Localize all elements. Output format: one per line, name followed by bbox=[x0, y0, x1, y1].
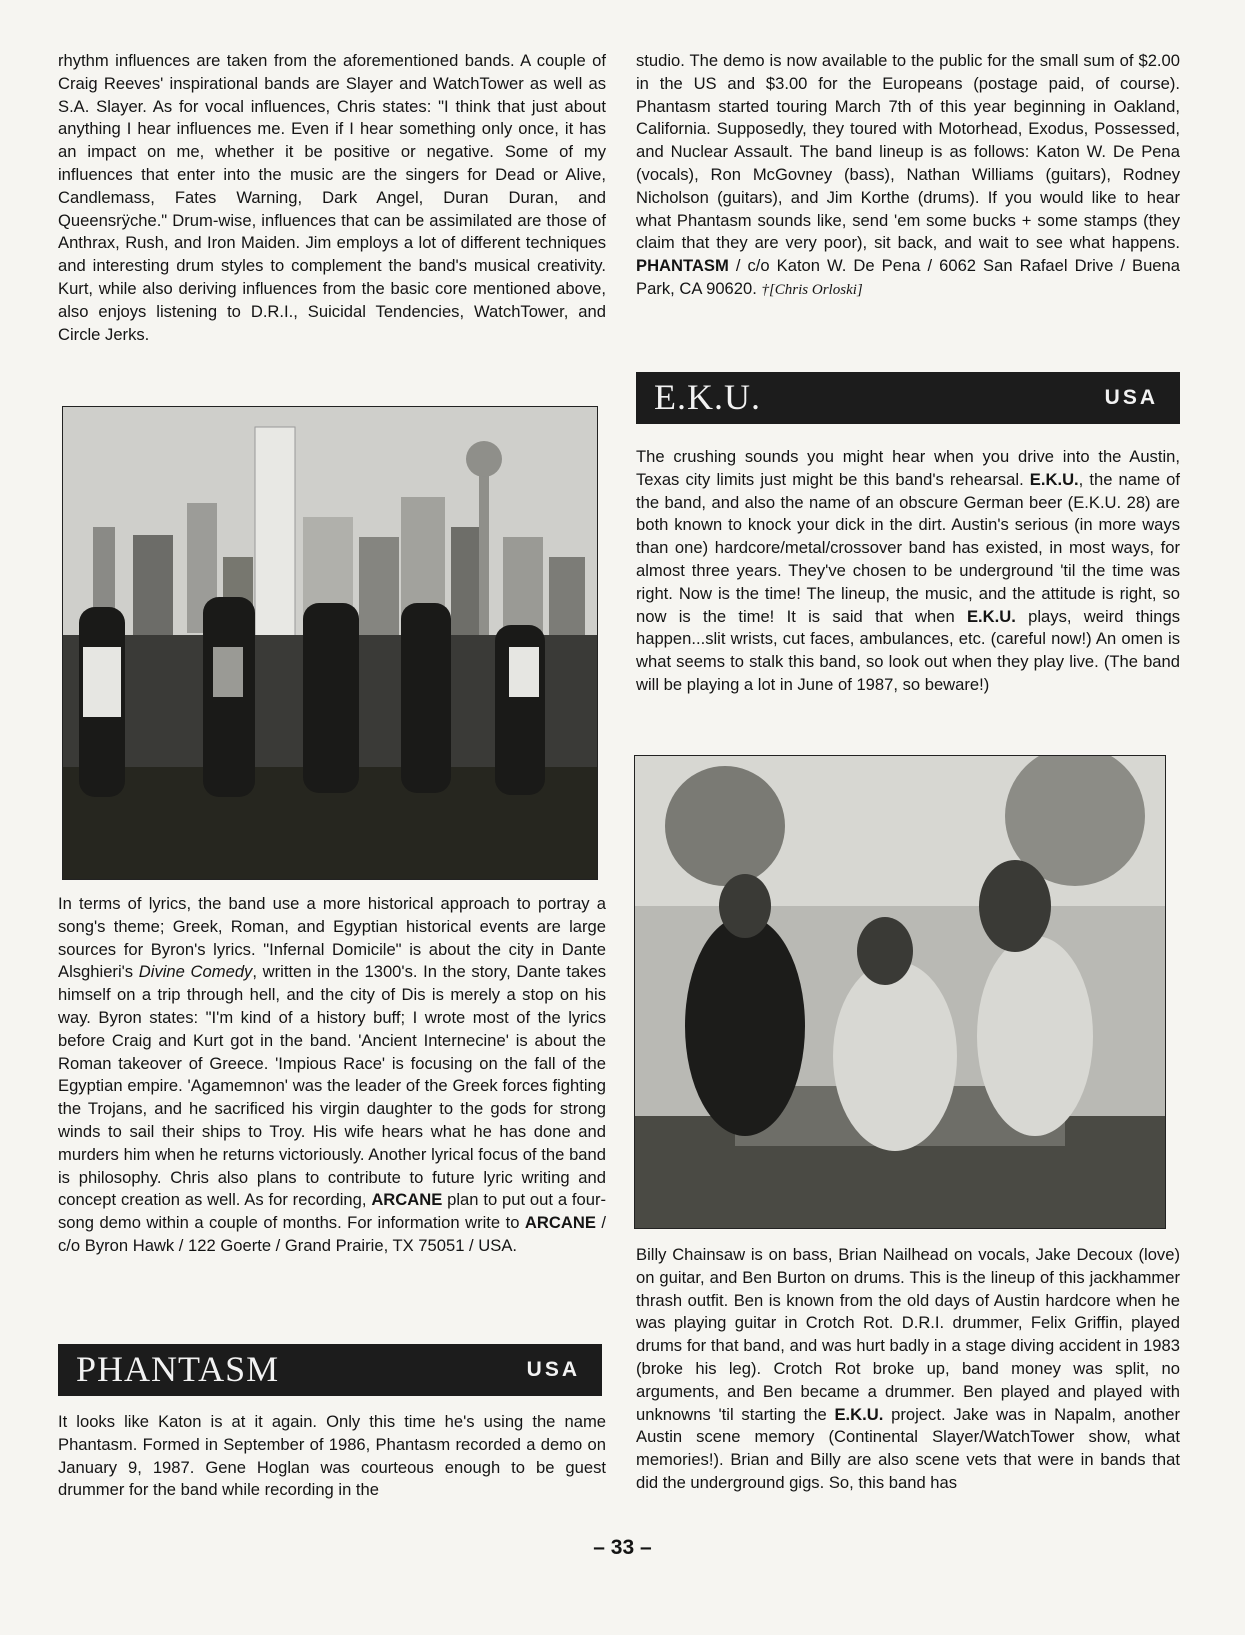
phantasm-paragraph-demo: studio. The demo is now available to the public for the small sum of $2.00 in the US and $3.00 for the Europeans (postage paid, of course). Phantasm started touring March 7th of this year beginning in Oakland, California. Supposedly, they toured with Motorhead, Exodus, Possessed, and Nuclear Assault. The band lineup is as follows: Katon W. De Pena (vocals), Ron McGovney (bass), Nathan Williams (guitars), Rodney Nicholson (guitars), and Jim Korthe (drums). If you would like to hear what Phantasm sounds like, send 'em some bucks + some stamps (they claim that they are very poor), sit back, and wait to see what happens. PHANTASM / c/o Katon W. De Pena / 6062 San Rafael Drive / Buena Park, CA 90620. †[Chris Orloski] bbox=[636, 51, 1180, 298]
eku-section-header bbox=[636, 372, 1180, 424]
phantasm-paragraph-intro: It looks like Katon is at it again. Only this time he's using the name Phantasm. Formed in September of 1986, Phantasm recorded a demo on January 9, 1987. Gene Hoglan was courteous enough to be guest drummer for the band while recording in the bbox=[58, 1412, 606, 1500]
eku-paragraph-lineup: Billy Chainsaw is on bass, Brian Nailhead on vocals, Jake Decoux (love) on guitar, and Ben Burton on drums. This is the lineup of this jackhammer thrash outfit. Ben is known from the old days of Austin hardcore when he was playing guitar in Crotch Rot. D.R.I. drummer, Felix Griffin, played drums for that band, and was hurt badly in a stage diving accident in 1983 (broke his leg). Crotch Rot broke up, band money was split, no arguments, and Ben became a drummer. Ben played and played with unknowns 'til starting the E.K.U. project. Jake was in Napalm, another Austin scene memory (Continental Slayer/WatchTower show, what memories!). Brian and Billy are also scene vets that were in bands that did the underground gigs. So, this band has bbox=[636, 1245, 1181, 1492]
band-country: USA bbox=[526, 1358, 580, 1381]
eku-band-image bbox=[635, 756, 1165, 1228]
band-name: E.K.U. bbox=[654, 377, 761, 417]
page-number: – 33 – bbox=[593, 1536, 652, 1559]
band-country: USA bbox=[1104, 386, 1158, 409]
arcane-paragraph-influences: rhythm influences are taken from the aforementioned bands. A couple of Craig Reeves' inspirational bands are Slayer and WatchTower as well as S.A. Slayer. As for vocal influences, Chris states: "I think that just about anything I hear influences me. Even if I hear something only once, it has an impact on me, whether it be positive or negative. Some of my influences that enter into the music are the singers for Dead or Alive, Candlemass, Fates Warning, Dark Angel, Duran Duran, and Queensrÿche." Drum-wise, influences that can be assimilated are those of Anthrax, Rush, and Iron Maiden. Jim employs a lot of different techniques and interesting drum styles to complement the band's musical creativity. Kurt, while also deriving influences from the basic core mentioned above, also enjoys listening to D.R.I., Suicidal Tendencies, WatchTower, and Circle Jerks. bbox=[58, 51, 606, 344]
eku-paragraph-intro: The crushing sounds you might hear when you drive into the Austin, Texas city limits just might be this band's rehearsal. E.K.U., the name of the band, and also the name of an obscure German beer (E.K.U. 28) are both known to knock your dick in the dirt. Austin's serious (in more ways than one) hardcore/metal/crossover band has existed, in most ways, for almost three years. They've chosen to be underground 'til the time was right. Now is the time! The lineup, the music, and the attitude is right, so now is the time! It is said that when E.K.U. plays, weird things happen...slit wrists, cut faces, ambulances, etc. (careful now!) An omen is what seems to stalk this band, so look out when they play live. (The band will be playing a lot in June of 1987, so beware!) bbox=[636, 447, 1181, 694]
arcane-band-photo bbox=[62, 406, 598, 880]
eku-band-photo bbox=[634, 755, 1166, 1229]
book-title: Divine Comedy bbox=[138, 962, 253, 982]
band-name: PHANTASM bbox=[76, 1349, 280, 1389]
author-signature: †[Chris Orloski] bbox=[761, 281, 863, 298]
dallas-skyline-band-image bbox=[63, 407, 597, 879]
phantasm-section-header bbox=[58, 1344, 602, 1396]
arcane-paragraph-lyrics: In terms of lyrics, the band use a more historical approach to portray a song's theme; Greek, Roman, and Egyptian historical events are large sources for Byron's lyrics. "Infernal Domicile" is about the city in Dante Alsghieri's Divine Comedy, written in the 1300's. In the story, Dante takes himself on a trip through hell, and the city of Dis is merely a stop on his way. Byron states: "I'm kind of a history buff; I wrote most of the lyrics before Craig and Kurt got in the band. 'Ancient Internecine' is about the Roman takeover of Greece. 'Impious Race' is focusing on the fall of the Egyptian empire. 'Agamemnon' was the leader of the Greek forces fighting the Trojans, and he sacrificed his virgin daughter to the gods for strong winds to sail their ships to Troy. His wife hears what he has done and murders him when he returns victoriously. Another lyrical focus of the band is philosophy. Chris also plans to contribute to future lyric writing and concept creation as well. As for recording, ARCANE plan to put out a four-song demo within a couple of months. For information write to ARCANE / c/o Byron Hawk / 122 Goerte / Grand Prairie, TX 75051 / USA. bbox=[58, 894, 607, 1255]
